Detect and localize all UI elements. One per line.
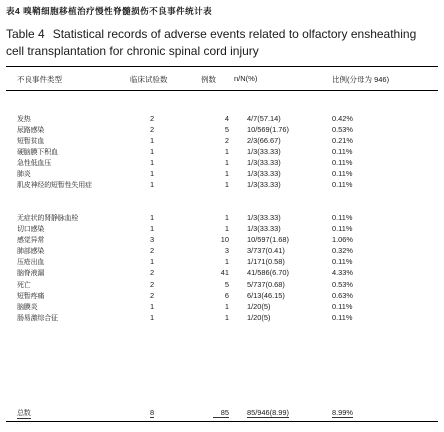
n-over-n: 1/3(33.33) xyxy=(247,224,281,233)
total-label: 总数 xyxy=(17,410,31,417)
trials-count: 1 xyxy=(150,158,155,167)
case-count: 1 xyxy=(224,147,229,156)
percent: 4.33% xyxy=(332,268,353,277)
case-count: 5 xyxy=(224,280,229,289)
table-title-cn: 表4 嗅鞘细胞移植治疗慢性脊髓损伤不良事件统计表 xyxy=(6,6,213,16)
n-over-n: 2/3(66.67) xyxy=(247,136,281,145)
percent: 1.06% xyxy=(332,235,353,244)
percent: 0.11% xyxy=(332,313,353,322)
event-name: 尿路感染 xyxy=(17,127,45,134)
n-over-n: 41/586(6.70) xyxy=(247,268,289,277)
percent: 0.11% xyxy=(332,180,353,189)
trials-count: 2 xyxy=(150,268,155,277)
n-over-n: 4/7(57.14) xyxy=(247,114,281,123)
event-name: 肺部感染 xyxy=(17,248,45,255)
table-row xyxy=(0,313,444,324)
table-row xyxy=(0,147,444,158)
case-count: 1 xyxy=(224,169,229,178)
table-row xyxy=(0,246,444,257)
table-row xyxy=(0,158,444,169)
table-row xyxy=(0,280,444,291)
case-count: 1 xyxy=(224,302,229,311)
trials-count: 1 xyxy=(150,147,155,156)
percent: 0.63% xyxy=(332,291,353,300)
table-row xyxy=(0,235,444,246)
n-over-n: 1/171(0.58) xyxy=(247,257,285,266)
event-name: 肠易激综合征 xyxy=(17,315,58,322)
trials-count: 1 xyxy=(150,136,155,145)
header-trials: 临床试验数 xyxy=(130,75,168,84)
n-over-n: 1/20(5) xyxy=(247,313,271,322)
header-event: 不良事件类型 xyxy=(17,75,62,84)
case-count: 6 xyxy=(224,291,229,300)
case-count: 10 xyxy=(220,235,229,244)
case-count: 41 xyxy=(220,268,229,277)
n-over-n: 1/20(5) xyxy=(247,302,271,311)
table-row xyxy=(0,114,444,125)
percent: 0.53% xyxy=(332,125,353,134)
case-count: 1 xyxy=(224,180,229,189)
table-total-row xyxy=(0,408,444,419)
case-count: 4 xyxy=(224,114,229,123)
percent: 0.11% xyxy=(332,158,353,167)
total-rn: 85/946(8.99) xyxy=(247,408,289,417)
table-row xyxy=(0,169,444,180)
table-row xyxy=(0,224,444,235)
total-percent: 8.99% xyxy=(332,408,353,417)
trials-count: 2 xyxy=(150,291,155,300)
case-count: 3 xyxy=(224,246,229,255)
table-row xyxy=(0,268,444,279)
trials-count: 2 xyxy=(150,280,155,289)
table-top-rule xyxy=(6,66,438,67)
trials-count: 1 xyxy=(150,213,155,222)
case-count: 2 xyxy=(224,136,229,145)
event-name: 发热 xyxy=(17,116,31,123)
trials-count: 1 xyxy=(150,169,155,178)
trials-count: 2 xyxy=(150,114,155,123)
n-over-n: 10/597(1.68) xyxy=(247,235,289,244)
case-count: 1 xyxy=(224,213,229,222)
event-name: 硬脑膜下积血 xyxy=(17,149,58,156)
percent: 0.53% xyxy=(332,280,353,289)
trials-count: 1 xyxy=(150,313,155,322)
n-over-n: 5/737(0.68) xyxy=(247,280,285,289)
event-name: 感觉异常 xyxy=(17,237,45,244)
table-row xyxy=(0,257,444,268)
table-bottom-rule xyxy=(6,421,438,422)
n-over-n: 1/3(33.33) xyxy=(247,213,281,222)
n-over-n: 1/3(33.33) xyxy=(247,180,281,189)
event-name: 死亡 xyxy=(17,282,31,289)
trials-count: 1 xyxy=(150,257,155,266)
trials-count: 2 xyxy=(150,246,155,255)
trials-count: 1 xyxy=(150,302,155,311)
table-row xyxy=(0,136,444,147)
n-over-n: 1/3(33.33) xyxy=(247,158,281,167)
percent: 0.42% xyxy=(332,114,353,123)
table-row xyxy=(0,125,444,136)
table-header-rule xyxy=(6,90,438,91)
percent: 0.11% xyxy=(332,257,353,266)
trials-count: 3 xyxy=(150,235,155,244)
percent: 0.21% xyxy=(332,136,353,145)
case-count: 1 xyxy=(224,224,229,233)
case-count: 1 xyxy=(224,158,229,167)
table-row xyxy=(0,180,444,191)
event-name: 短暂贫血 xyxy=(17,138,45,145)
case-count: 1 xyxy=(224,313,229,322)
n-over-n: 1/3(33.33) xyxy=(247,169,281,178)
event-name: 无症状的肾静脉血栓 xyxy=(17,215,79,222)
percent: 0.11% xyxy=(332,224,353,233)
table-caption: Statistical records of adverse events related to olfactory ensheathing cell transplantation for chronic spinal cord injury xyxy=(6,27,417,58)
total-cases: 85 xyxy=(213,408,229,418)
n-over-n: 10/569(1.76) xyxy=(247,125,289,134)
event-name: 切口感染 xyxy=(17,226,45,233)
table-row xyxy=(0,302,444,313)
event-name: 脑脊液漏 xyxy=(17,270,45,277)
table-row xyxy=(0,291,444,302)
event-name: 肌皮神经的短暂性失用症 xyxy=(17,182,92,189)
table-number: Table 4 xyxy=(6,27,45,41)
total-trials: 8 xyxy=(150,408,155,417)
trials-count: 1 xyxy=(150,224,155,233)
trials-count: 2 xyxy=(150,125,155,134)
table-row xyxy=(0,213,444,224)
event-name: 脑膜炎 xyxy=(17,304,38,311)
n-over-n: 6/13(46.15) xyxy=(247,291,285,300)
percent: 0.32% xyxy=(332,246,353,255)
event-name: 压疮出血 xyxy=(17,259,45,266)
table-title-en xyxy=(6,26,436,60)
case-count: 5 xyxy=(224,125,229,134)
percent: 0.11% xyxy=(332,169,353,178)
n-over-n: 1/3(33.33) xyxy=(247,147,281,156)
percent: 0.11% xyxy=(332,213,353,222)
trials-count: 1 xyxy=(150,180,155,189)
case-count: 1 xyxy=(224,257,229,266)
n-over-n: 3/737(0.41) xyxy=(247,246,285,255)
header-cases: 例数 xyxy=(201,75,216,84)
header-percent: 比例(分母为 946) xyxy=(332,75,390,84)
percent: 0.11% xyxy=(332,302,353,311)
event-name: 肺炎 xyxy=(17,171,31,178)
event-name: 短暂疼痛 xyxy=(17,293,45,300)
header-rn: n/N(%) xyxy=(234,74,258,83)
event-name: 急性低血压 xyxy=(17,160,51,167)
percent: 0.11% xyxy=(332,147,353,156)
